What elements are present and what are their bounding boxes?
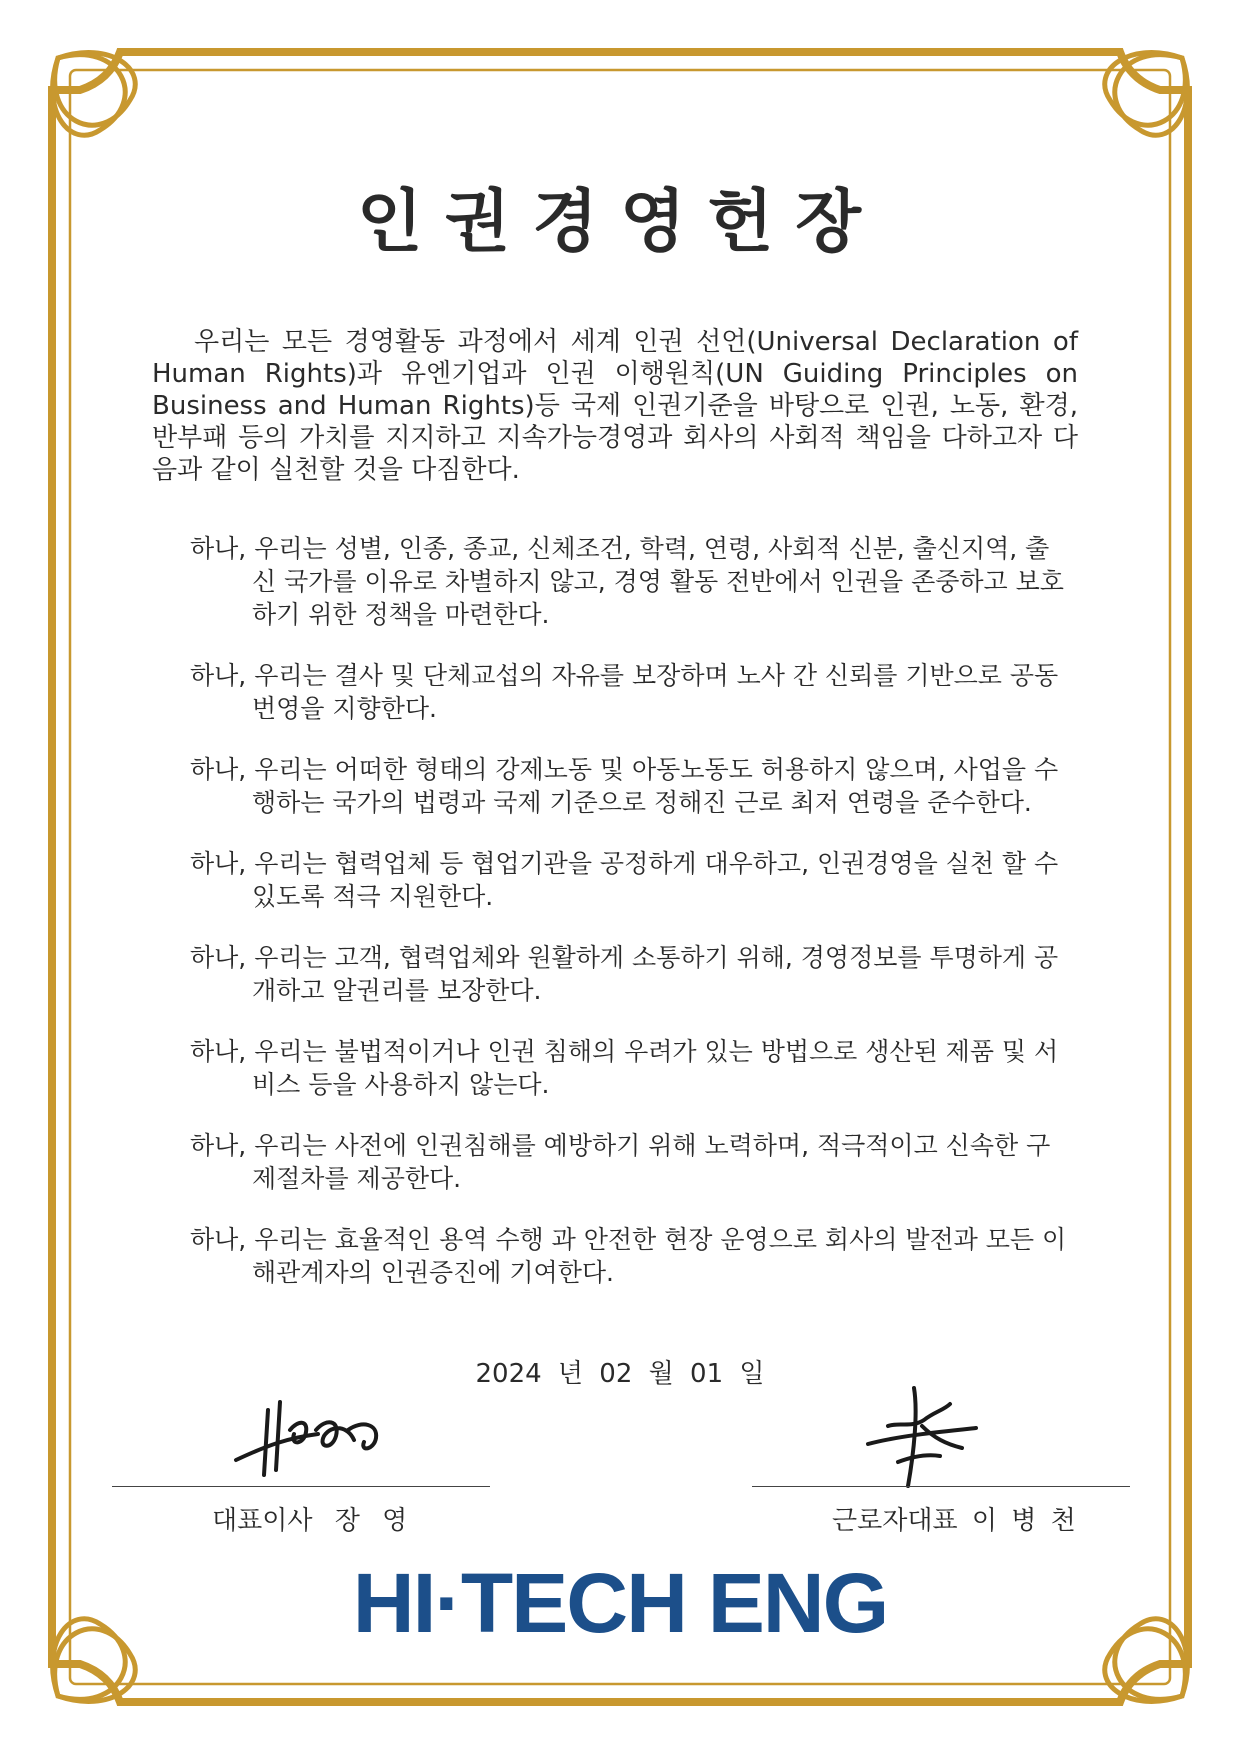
article-item: 하나, 우리는 사전에 인권침해를 예방하기 위해 노력하며, 적극적이고 신속한 구제절차를 제공한다. [190,1131,1051,1193]
article-item: 하나, 우리는 성별, 인종, 종교, 신체조건, 학력, 연령, 사회적 신분, 출신지역, 출신 국가를 이유로 차별하지 않고, 경영 활동 전반에서 인권을 존중하고 보호하기 위한 정책을 마련한다. [190,534,1064,629]
worker-rep-signature [858,1382,988,1492]
company-logo: HI·TECH ENG [352,1556,888,1650]
article-item: 하나, 우리는 고객, 협력업체와 원활하게 소통하기 위해, 경영정보를 투명하게 공개하고 알권리를 보장한다. [190,943,1059,1005]
preamble-text: 우리는 모든 경영활동 과정에서 세계 인권 선언(Universal Declaration of Human Rights)과 유엔기업과 인권 이행원칙(UN Guiding Principles on Business and Human Rights)등 국제 인권기준을 바탕으로 인권, 노동, 환경, 반부패 등의 가치를 지지하고 지속가능경영과 회사의 사회적 책임을 다하고자 다음과 같이 실천할 것을 다짐한다. [152,327,1078,485]
signature-line-left [112,1486,490,1487]
article-item: 하나, 우리는 불법적이거나 인권 침해의 우려가 있는 방법으로 생산된 제품 및 서비스 등을 사용하지 않는다. [190,1037,1059,1099]
ceo-signature [228,1390,398,1480]
article-item: 하나, 우리는 결사 및 단체교섭의 자유를 보장하며 노사 간 신뢰를 기반으로 공동 번영을 지향한다. [190,661,1059,723]
page-title: 인권경영헌장 [356,183,884,262]
articles-list [190,532,1070,1317]
document-date: 2024 년 02 월 01 일 [475,1359,765,1389]
signature-line-right [752,1486,1130,1487]
ceo-name: 대표이사 장 영 [212,1506,408,1536]
article-item: 하나, 우리는 협력업체 등 협업기관을 공정하게 대우하고, 인권경영을 실천 할 수 있도록 적극 지원한다. [190,849,1059,911]
article-item: 하나, 우리는 효율적인 용역 수행 과 안전한 현장 운영으로 회사의 발전과 모든 이해관계자의 인권증진에 기여한다. [190,1225,1067,1287]
worker-representative-name: 근로자대표 이 병 천 [832,1506,1076,1536]
article-item: 하나, 우리는 어떠한 형태의 강제노동 및 아동노동도 허용하지 않으며, 사업을 수행하는 국가의 법령과 국제 기준으로 정해진 근로 최저 연령을 준수한다. [190,755,1059,817]
